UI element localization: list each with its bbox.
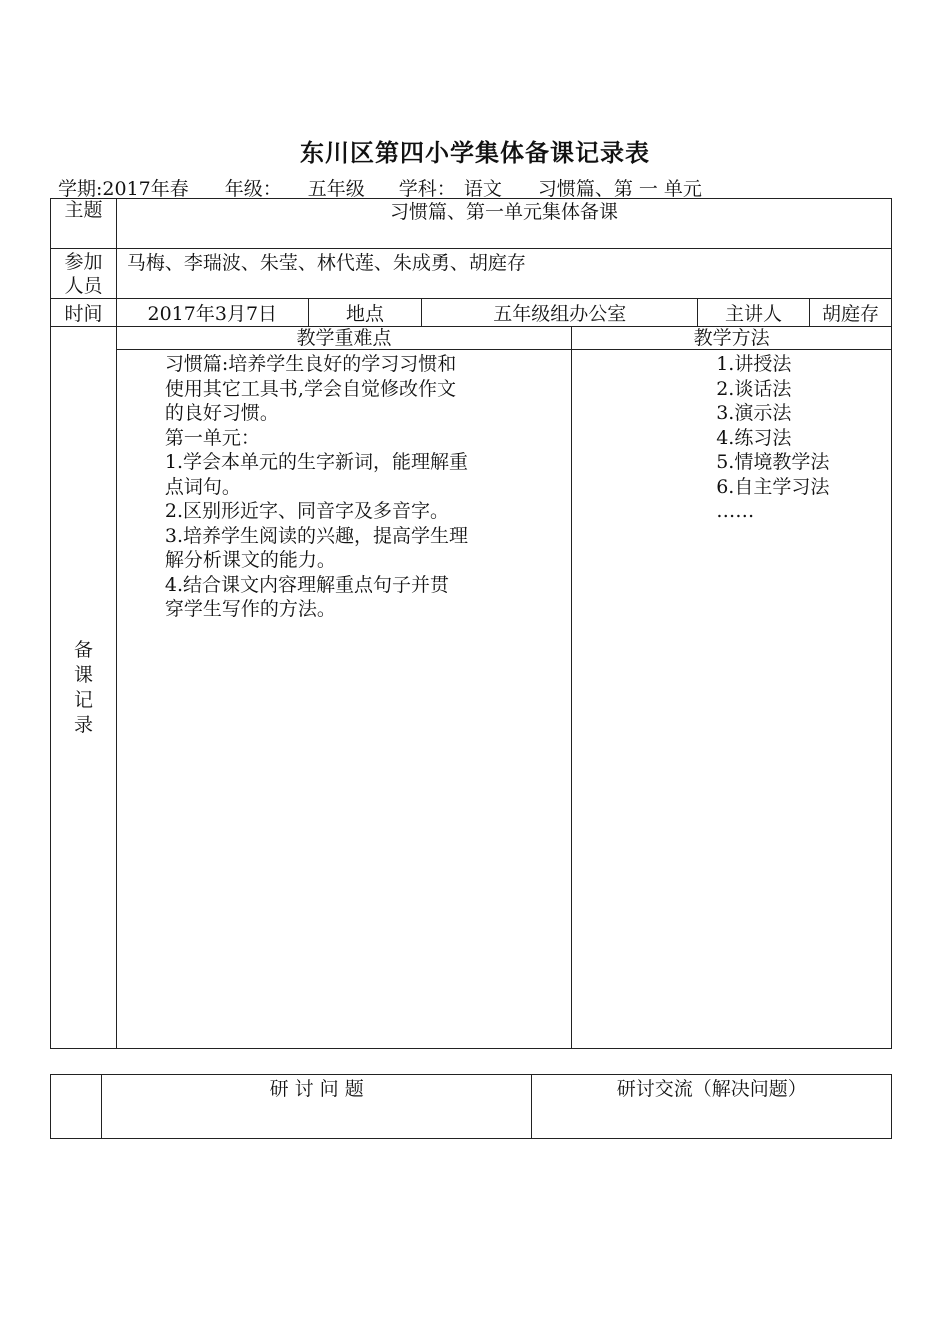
place-value: 五年级组办公室	[422, 299, 698, 327]
meta-grade-label: 年级：	[224, 178, 282, 200]
speaker-label: 主讲人	[698, 299, 810, 327]
discussion-index-cell	[51, 1075, 102, 1139]
issues-header: 研 讨 问 题	[101, 1075, 531, 1139]
meta-subject: 语文	[463, 178, 502, 200]
topic-label: 主题	[51, 199, 117, 249]
methods-content: 1.讲授法 2.谈话法 3.演示法 4.练习法 5.情境教学法 6.自主学习法 ……	[572, 350, 892, 1049]
topic-value: 习惯篇、第一单元集体备课	[116, 199, 891, 249]
meta-term: 学期:2017年春	[58, 178, 189, 200]
meta-subject-label: 学科：	[398, 178, 456, 200]
key-points-header: 教学重难点	[116, 327, 571, 350]
methods-header: 教学方法	[572, 327, 892, 350]
key-points-content: 习惯篇:培养学生良好的学习习惯和 使用其它工具书,学会自觉修改作文 的良好习惯。 第一单元： 1.学会本单元的生字新词，能理解重 点词句。 2.区别形近字、同音字及多音字。 3.培养学生阅读的兴趣，提高学生理 解分析课文的能力。 4.结合课文内容理解重点句子并贯 穿学生写作的方法。	[116, 350, 571, 1049]
meta-line	[58, 174, 702, 201]
lesson-record-table	[50, 198, 892, 1049]
time-value: 2017年3月7日	[116, 299, 308, 327]
place-label: 地点	[308, 299, 422, 327]
participants-value: 马梅、李瑞波、朱莹、林代莲、朱成勇、胡庭存	[116, 249, 891, 299]
meta-grade: 五年级	[307, 178, 365, 200]
record-label: 备 课 记 录	[51, 327, 117, 1049]
discussion-table	[50, 1074, 892, 1139]
page-title: 东川区第四小学集体备课记录表	[300, 138, 650, 167]
time-label: 时间	[51, 299, 117, 327]
exchange-header: 研讨交流（解决问题）	[532, 1075, 892, 1139]
speaker-value: 胡庭存	[810, 299, 892, 327]
meta-unit: 习惯篇、第 一 单元	[537, 178, 702, 200]
participants-label: 参加 人员	[51, 249, 117, 299]
